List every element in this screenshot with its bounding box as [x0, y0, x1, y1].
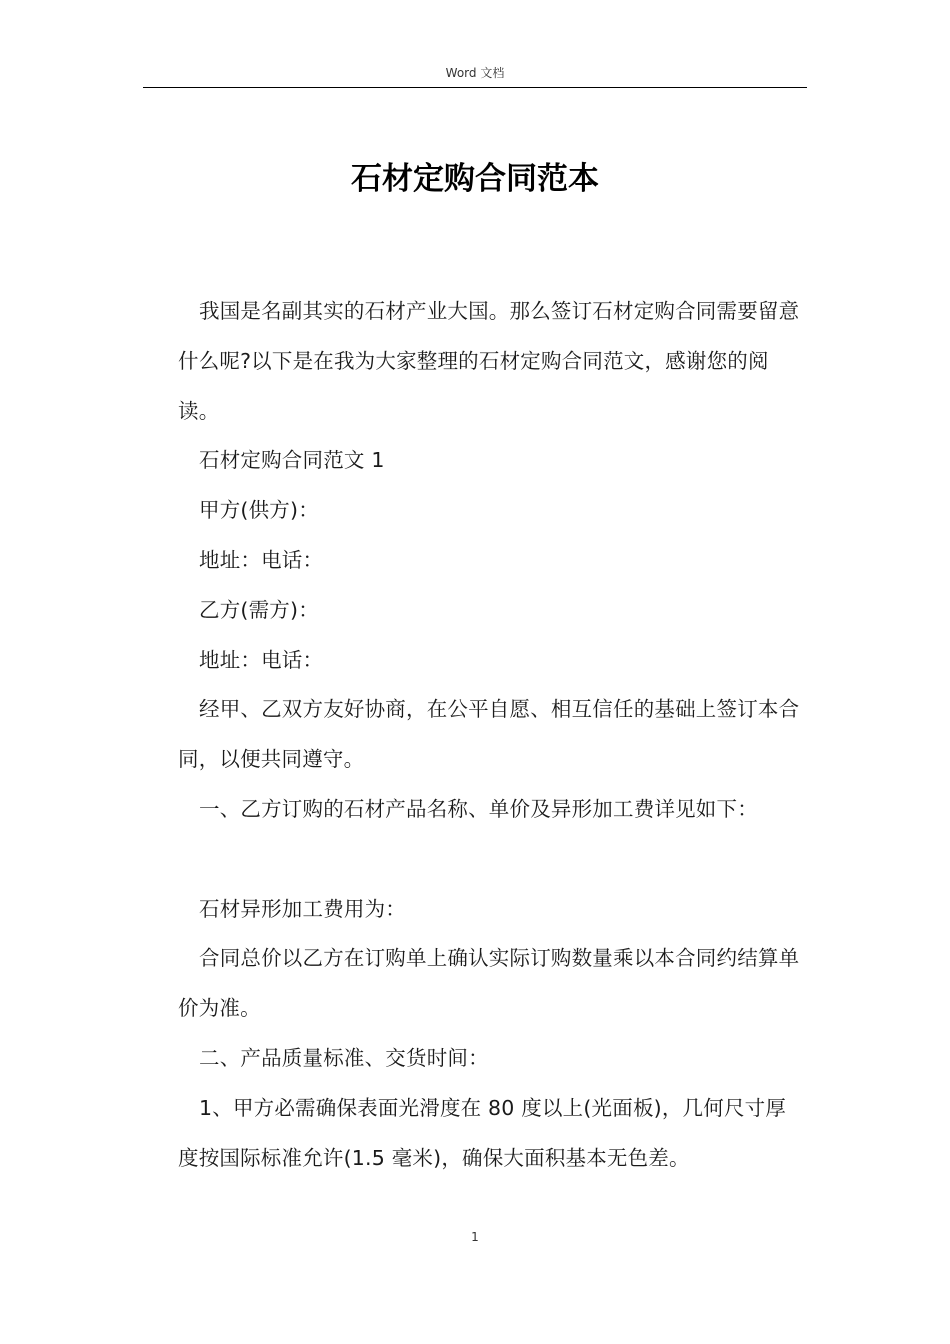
paragraph-sample-heading: 石材定购合同范文 1 [199, 448, 385, 473]
paragraph-section-one: 一、乙方订购的石材产品名称、单价及异形加工费详见如下： [199, 796, 758, 821]
paragraph-section-two: 二、产品质量标准、交货时间： [199, 1045, 489, 1070]
paragraph-party-a: 甲方(供方)： [199, 498, 319, 523]
paragraph-intro: 我国是名副其实的石材产业大国。那么签订石材定购合同需要留意什么呢?以下是在我为大家整理的石材定购合同范文，感谢您的阅读。 [178, 299, 800, 423]
page-header: Word 文档 [445, 66, 505, 80]
paragraph-processing-fee: 石材异形加工费用为： [199, 896, 406, 921]
header-divider [143, 87, 807, 88]
paragraph-agreement: 经甲、乙双方友好协商，在公平自愿、相互信任的基础上签订本合同，以便共同遵守。 [178, 697, 800, 772]
paragraph-total-price: 合同总价以乙方在订购单上确认实际订购数量乘以本合同约结算单价为准。 [178, 946, 800, 1021]
paragraph-party-a-address: 地址：电话： [199, 547, 324, 572]
document-title: 石材定购合同范本 [351, 161, 599, 197]
paragraph-quality-clause: 1、甲方必需确保表面光滑度在 80 度以上(光面板)，几何尺寸厚度按国际标准允许(1.5 毫米)，确保大面积基本无色差。 [178, 1095, 787, 1170]
paragraph-party-b-address: 地址：电话： [199, 647, 324, 672]
document-body [178, 287, 803, 1183]
paragraph-blank [178, 835, 803, 885]
paragraph-party-b: 乙方(需方)： [199, 597, 319, 622]
page-number: 1 [471, 1230, 479, 1244]
